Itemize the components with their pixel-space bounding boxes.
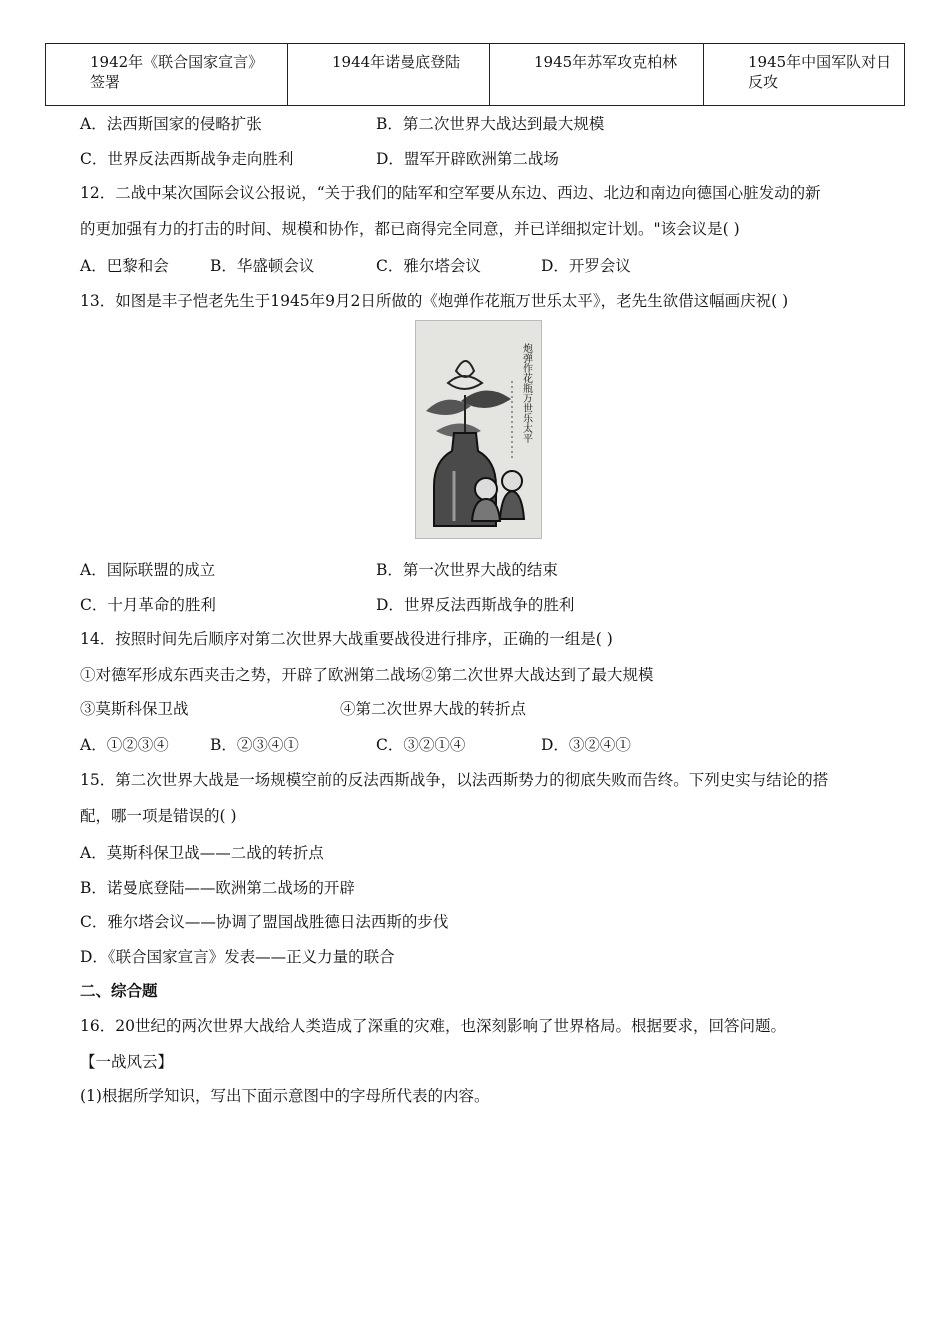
q14-items-1-2: ①对德军形成东西夹击之势，开辟了欧洲第二战场②第二次世界大战达到了最大规模 (80, 666, 654, 684)
painting-image (415, 320, 542, 539)
q15-stem-line2: 配，哪一项是错误的( ) (80, 807, 237, 825)
q15-option-a: A．莫斯科保卫战——二战的转折点 (80, 844, 324, 862)
q15-stem-line1: 15．第二次世界大战是一场规模空前的反法西斯战争，以法西斯势力的彻底失败而告终。下列史实与结论的搭 (80, 771, 829, 789)
q12-option-c: C．雅尔塔会议 (376, 257, 481, 275)
q14-option-d: D．③②④① (541, 736, 631, 754)
q14-option-a: A．①②③④ (80, 736, 169, 754)
q12-stem-line2: 的更加强有力的打击的时间、规模和协作，都已商得完全同意，并已详细拟定计划。"该会议是( ) (80, 220, 740, 238)
q13-option-c: C．十月革命的胜利 (80, 596, 216, 614)
painting-illustration (416, 321, 541, 538)
q14-item-4: ④第二次世界大战的转折点 (340, 700, 527, 718)
timeline-cell: 1945年中国军队对日反攻 (748, 53, 892, 91)
q12-option-a: A．巴黎和会 (80, 257, 169, 275)
q14-option-b: B．②③④① (210, 736, 299, 754)
q13-option-d: D．世界反法西斯战争的胜利 (376, 596, 575, 614)
svg-text:炮弹作花瓶万世乐太平: 炮弹作花瓶万世乐太平 (520, 343, 532, 443)
q16-subheading: 【一战风云】 (80, 1053, 174, 1071)
section-heading: 二、综合题 (80, 981, 158, 1000)
q11-option-d: D．盟军开辟欧洲第二战场 (376, 150, 559, 168)
timeline-cell: 1942年《联合国家宣言》签署 (46, 44, 288, 105)
q11-option-b: B．第二次世界大战达到最大规模 (376, 115, 605, 133)
timeline-cell: 1945年苏军攻克柏林 (490, 44, 704, 105)
q16-part-1: (1)根据所学知识，写出下面示意图中的字母所代表的内容。 (80, 1087, 490, 1105)
timeline-cell: 1944年诺曼底登陆 (288, 44, 490, 105)
q14-item-3: ③莫斯科保卫战 (80, 700, 189, 718)
q11-option-c: C．世界反法西斯战争走向胜利 (80, 150, 294, 168)
q15-option-b: B．诺曼底登陆——欧洲第二战场的开辟 (80, 879, 355, 897)
q13-option-b: B．第一次世界大战的结束 (376, 561, 558, 579)
q15-option-c: C．雅尔塔会议——协调了盟国战胜德日法西斯的步伐 (80, 913, 449, 931)
q13-stem: 13．如图是丰子恺老先生于1945年9月2日所做的《炮弹作花瓶万世乐太平》，老先生欲借这幅画庆祝( ) (80, 292, 789, 310)
q14-stem: 14．按照时间先后顺序对第二次世界大战重要战役进行排序，正确的一组是( ) (80, 630, 613, 648)
q11-option-a: A．法西斯国家的侵略扩张 (80, 115, 262, 133)
q12-stem-line1: 12．二战中某次国际会议公报说，“关于我们的陆军和空军要从东边、西边、北边和南边向德国心脏发动的新 (80, 184, 821, 202)
q15-option-d: D．《联合国家宣言》发表——正义力量的联合 (80, 948, 395, 966)
timeline-table (45, 43, 905, 106)
q14-option-c: C．③②①④ (376, 736, 466, 754)
q16-stem: 16．20世纪的两次世界大战给人类造成了深重的灾难，也深刻影响了世界格局。根据要求，回答问题。 (80, 1017, 786, 1035)
q13-option-a: A．国际联盟的成立 (80, 561, 216, 579)
q12-option-d: D．开罗会议 (541, 257, 631, 275)
q12-option-b: B．华盛顿会议 (210, 257, 315, 275)
